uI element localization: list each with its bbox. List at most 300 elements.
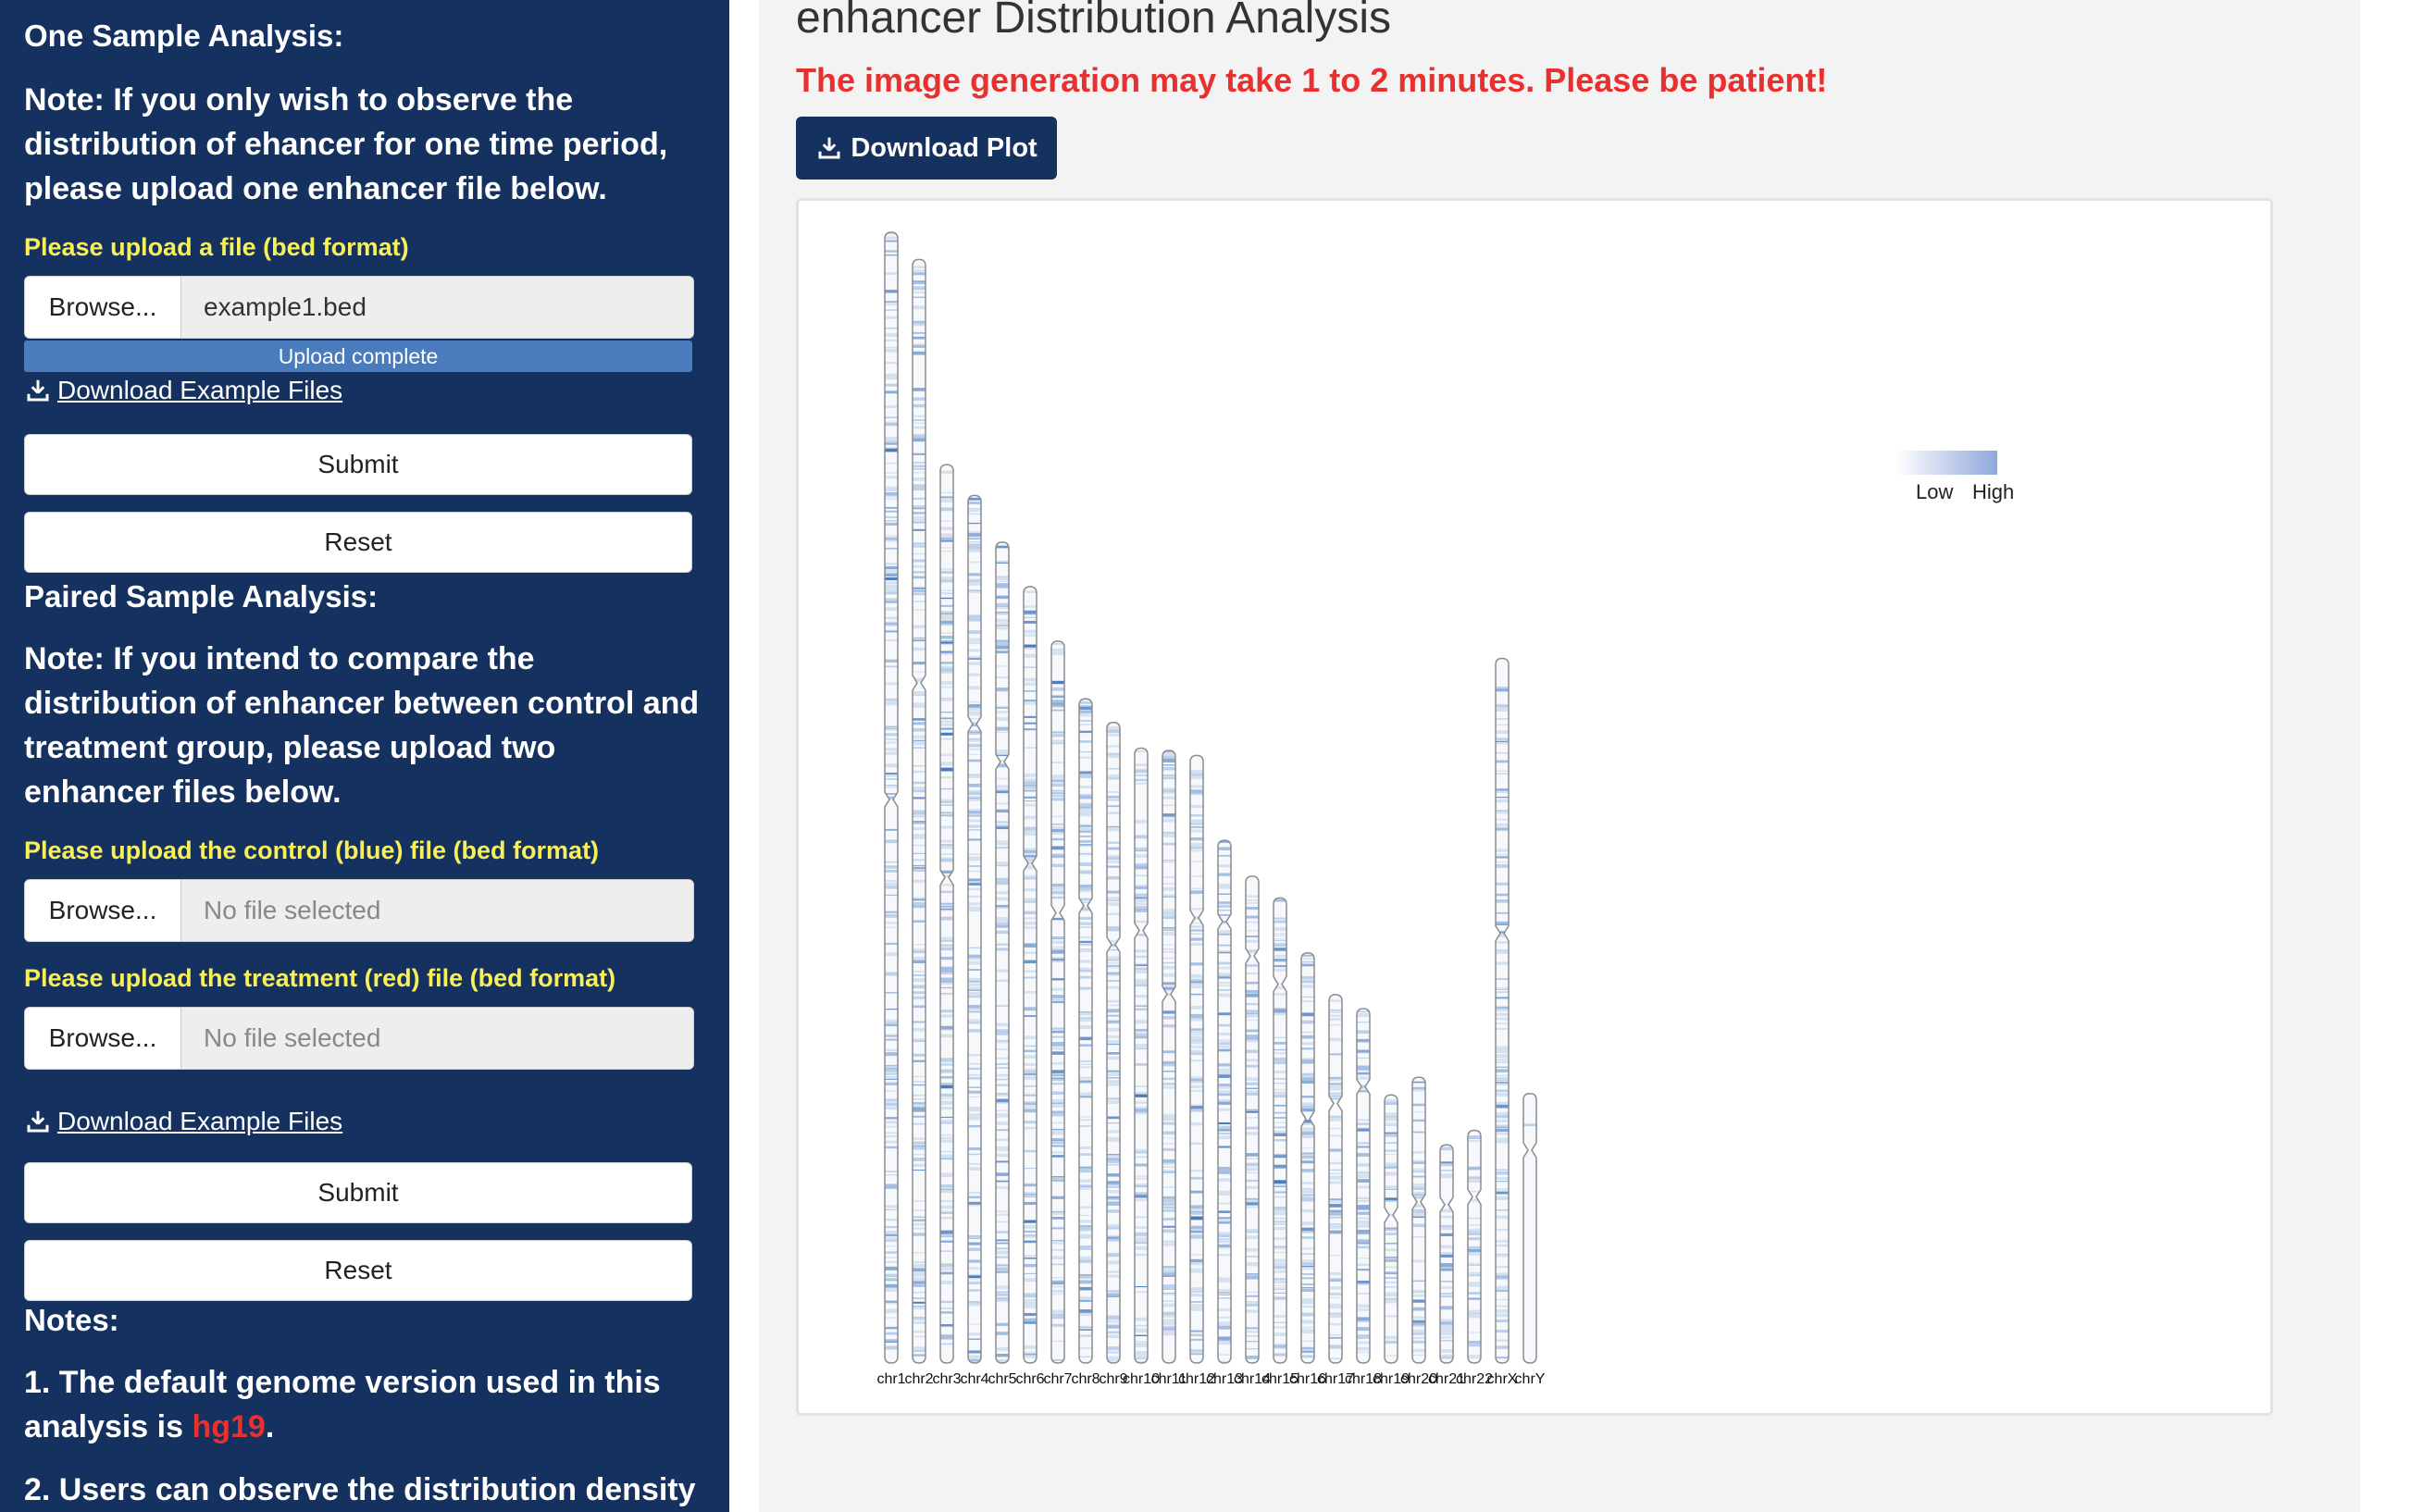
density-band — [1079, 1025, 1092, 1029]
density-band — [1107, 1332, 1120, 1334]
density-band — [913, 559, 926, 562]
density-band — [913, 505, 926, 508]
density-band — [940, 1231, 953, 1234]
density-band — [1135, 1008, 1148, 1010]
density-band — [885, 1219, 898, 1221]
density-band — [1357, 1072, 1370, 1075]
density-band — [1190, 1301, 1203, 1302]
density-band — [940, 733, 953, 736]
density-band — [913, 1223, 926, 1226]
density-band — [968, 1324, 981, 1325]
density-band — [1162, 1199, 1175, 1202]
density-band — [1412, 1308, 1425, 1311]
density-band — [1051, 688, 1064, 691]
density-band — [1218, 1146, 1231, 1147]
density-band — [1218, 994, 1231, 998]
density-band — [968, 1147, 981, 1150]
density-band — [913, 1252, 926, 1253]
density-band — [1357, 1246, 1370, 1249]
density-band — [968, 1338, 981, 1340]
density-band — [1274, 1252, 1286, 1253]
density-band — [913, 1102, 926, 1104]
density-band — [913, 1321, 926, 1324]
density-band — [1385, 1257, 1398, 1258]
density-band — [1135, 1318, 1148, 1321]
density-band — [1051, 735, 1064, 737]
density-band — [913, 859, 926, 861]
density-band — [1079, 1287, 1092, 1290]
density-band — [968, 1350, 981, 1353]
density-band — [1135, 894, 1148, 898]
density-band — [1246, 1035, 1259, 1036]
density-band — [1190, 1037, 1203, 1040]
density-band — [996, 840, 1009, 842]
chromosome-label: chr7 — [1043, 1371, 1073, 1387]
browse-button[interactable]: Browse... — [25, 277, 181, 338]
density-band — [1301, 1105, 1314, 1109]
density-band — [1079, 871, 1092, 874]
density-band — [940, 1190, 953, 1193]
density-band — [1385, 1299, 1398, 1303]
density-band — [1162, 1287, 1175, 1290]
genome-version-highlight: hg19 — [192, 1409, 266, 1444]
density-band — [1274, 1227, 1286, 1230]
density-band — [1218, 1178, 1231, 1182]
density-band — [1051, 1074, 1064, 1077]
density-band — [940, 948, 953, 950]
density-band — [1024, 630, 1037, 634]
density-band — [1079, 1312, 1092, 1316]
density-band — [1246, 1003, 1259, 1005]
density-band — [1468, 1167, 1481, 1171]
density-band — [940, 753, 953, 754]
density-band — [885, 237, 898, 240]
density-band — [1274, 1263, 1286, 1266]
density-band — [1079, 1257, 1092, 1258]
density-band — [940, 1097, 953, 1098]
density-band — [1079, 796, 1092, 799]
density-band — [885, 1049, 898, 1051]
density-band — [1162, 895, 1175, 897]
density-band — [1162, 909, 1175, 911]
density-band — [1385, 1197, 1398, 1199]
density-band — [885, 1076, 898, 1079]
density-band — [1190, 1353, 1203, 1355]
density-band — [1135, 906, 1148, 909]
control-file-name: No file selected — [181, 880, 693, 941]
density-band — [1024, 590, 1037, 592]
density-band — [885, 1174, 898, 1176]
density-band — [1496, 709, 1509, 710]
density-band — [1051, 1070, 1064, 1073]
density-band — [1051, 1217, 1064, 1220]
density-band — [968, 502, 981, 503]
density-band — [1135, 1341, 1148, 1342]
density-band — [1024, 1168, 1037, 1169]
download-icon — [24, 377, 52, 404]
density-band — [1246, 1248, 1259, 1252]
density-band — [1274, 1246, 1286, 1247]
density-band — [1385, 1166, 1398, 1167]
density-band — [913, 740, 926, 741]
density-band — [1329, 1053, 1342, 1055]
density-band — [1468, 1136, 1481, 1138]
density-band — [1357, 1200, 1370, 1202]
density-band — [1107, 897, 1120, 900]
density-band — [1301, 1169, 1314, 1171]
density-band — [1301, 1330, 1314, 1333]
density-band — [1051, 1277, 1064, 1278]
density-band — [1024, 877, 1037, 879]
density-band — [1218, 1024, 1231, 1027]
density-band — [1218, 1041, 1231, 1043]
density-band — [1412, 1195, 1425, 1196]
density-band — [1412, 1290, 1425, 1292]
density-band — [1412, 1281, 1425, 1283]
density-band — [885, 539, 898, 541]
download-example-files-link-paired[interactable] — [24, 1107, 342, 1136]
density-band — [1079, 1117, 1092, 1118]
density-band — [1496, 949, 1509, 951]
density-band — [1496, 771, 1509, 772]
density-band — [1496, 854, 1509, 855]
density-band — [1024, 1150, 1037, 1153]
density-band — [1385, 1122, 1398, 1126]
density-band — [1107, 876, 1120, 879]
chromosome-label: chr14 — [1233, 1371, 1272, 1387]
density-band — [885, 742, 898, 744]
density-band — [940, 987, 953, 988]
density-band — [996, 707, 1009, 708]
density-band — [1496, 810, 1509, 812]
density-band — [1246, 1077, 1259, 1081]
control-browse-button[interactable]: Browse... — [25, 880, 181, 941]
density-band — [1135, 1226, 1148, 1229]
chromosome-chr3 — [932, 465, 961, 1387]
density-band — [913, 1209, 926, 1210]
density-band — [1024, 1313, 1037, 1316]
chromosome-label: chrY — [1514, 1371, 1546, 1387]
density-band — [968, 904, 981, 905]
density-band — [1329, 1176, 1342, 1180]
density-band — [1135, 1335, 1148, 1336]
density-band — [1135, 1184, 1148, 1185]
density-band — [996, 1084, 1009, 1086]
density-band — [996, 627, 1009, 629]
density-band — [1024, 1352, 1037, 1354]
density-band — [1496, 1133, 1509, 1134]
density-band — [1412, 1213, 1425, 1217]
density-band — [940, 874, 953, 877]
density-band — [1301, 1102, 1314, 1105]
density-band — [913, 453, 926, 455]
density-band — [1079, 827, 1092, 831]
density-band — [996, 727, 1009, 731]
density-band — [885, 1090, 898, 1091]
density-band — [1246, 1335, 1259, 1336]
file-input-one-sample[interactable] — [24, 276, 694, 339]
density-band — [1301, 1341, 1314, 1342]
file-input-control[interactable] — [24, 879, 694, 942]
density-band — [1496, 1309, 1509, 1313]
density-band — [1246, 1186, 1259, 1189]
density-band — [1079, 740, 1092, 743]
density-band — [1079, 1011, 1092, 1012]
density-band — [1412, 1299, 1425, 1302]
download-plot-button[interactable] — [796, 117, 1057, 180]
density-band — [1496, 1028, 1509, 1030]
density-band — [996, 1154, 1009, 1157]
density-band — [1190, 1060, 1203, 1061]
density-band — [885, 1267, 898, 1270]
density-band — [1190, 850, 1203, 852]
density-band — [1162, 759, 1175, 762]
density-band — [1079, 830, 1092, 832]
density-band — [1107, 1186, 1120, 1188]
treatment-browse-button[interactable]: Browse... — [25, 1008, 181, 1069]
density-band — [1496, 1290, 1509, 1292]
density-band — [1301, 1073, 1314, 1076]
density-band — [1024, 1295, 1037, 1297]
density-band — [1385, 1267, 1398, 1269]
density-band — [1024, 611, 1037, 614]
density-band — [1051, 1249, 1064, 1250]
density-band — [1190, 985, 1203, 988]
density-band — [1051, 740, 1064, 743]
density-band — [1024, 1264, 1037, 1267]
density-band — [1162, 1207, 1175, 1208]
chromosome-label: chr11 — [1150, 1371, 1187, 1387]
density-band — [913, 462, 926, 463]
density-band — [1162, 982, 1175, 985]
density-band — [1274, 1266, 1286, 1268]
density-band — [1496, 1320, 1509, 1322]
density-band — [913, 1145, 926, 1146]
density-band — [885, 927, 898, 928]
density-band — [1024, 621, 1037, 624]
reset-button[interactable]: Reset — [24, 512, 692, 573]
density-band — [885, 316, 898, 319]
density-band — [1274, 1315, 1286, 1318]
density-band — [1385, 1104, 1398, 1105]
density-band — [1301, 1313, 1314, 1317]
density-band — [1329, 1094, 1342, 1096]
density-band — [1385, 1214, 1398, 1216]
density-band — [1135, 903, 1148, 906]
density-band — [913, 465, 926, 468]
density-band — [940, 1272, 953, 1275]
density-band — [996, 688, 1009, 691]
density-band — [1135, 985, 1148, 986]
file-input-treatment[interactable] — [24, 1007, 694, 1070]
density-band — [1496, 1330, 1509, 1332]
density-band — [913, 266, 926, 268]
density-band — [885, 1141, 898, 1144]
density-band — [1496, 1306, 1509, 1308]
reset-button-paired[interactable]: Reset — [24, 1240, 692, 1301]
density-band — [1301, 1277, 1314, 1279]
density-band — [940, 909, 953, 910]
density-band — [968, 1022, 981, 1024]
chromosome-label: chr18 — [1344, 1371, 1383, 1387]
density-band — [940, 605, 953, 607]
density-band — [1162, 1266, 1175, 1268]
density-band — [1051, 1031, 1064, 1034]
density-band — [1496, 1357, 1509, 1358]
chromosome-chr7 — [1043, 641, 1072, 1387]
density-band — [968, 1242, 981, 1245]
density-band — [1051, 958, 1064, 960]
density-band — [1496, 819, 1509, 821]
density-band — [1496, 704, 1509, 706]
density-band — [1301, 1259, 1314, 1261]
density-band — [1190, 1231, 1203, 1233]
density-band — [1412, 1082, 1425, 1084]
density-band — [1079, 1326, 1092, 1328]
density-band — [996, 1160, 1009, 1162]
density-band — [1024, 774, 1037, 777]
density-band — [885, 1332, 898, 1335]
density-band — [1385, 1286, 1398, 1287]
density-band — [1135, 820, 1148, 824]
density-band — [940, 721, 953, 723]
density-band — [1357, 1085, 1370, 1088]
density-band — [1024, 747, 1037, 749]
density-band — [1135, 899, 1148, 902]
density-band — [996, 1231, 1009, 1233]
density-band — [1412, 1224, 1425, 1228]
density-band — [1496, 987, 1509, 989]
density-band — [1079, 724, 1092, 725]
density-band — [1412, 1236, 1425, 1238]
density-band — [1162, 1218, 1175, 1221]
density-band — [1051, 1062, 1064, 1065]
density-band — [1301, 1289, 1314, 1292]
density-band — [1135, 1101, 1148, 1103]
density-band — [1135, 1156, 1148, 1158]
density-band — [1162, 1011, 1175, 1013]
density-band — [913, 1060, 926, 1062]
density-band — [1051, 1317, 1064, 1320]
density-band — [1190, 1028, 1203, 1031]
density-band — [1218, 945, 1231, 947]
density-band — [1246, 916, 1259, 919]
density-band — [913, 692, 926, 695]
density-band — [1162, 789, 1175, 792]
density-band — [1440, 1164, 1453, 1166]
density-band — [1051, 1196, 1064, 1199]
density-band — [1496, 1124, 1509, 1125]
density-band — [1051, 700, 1064, 702]
density-band — [1301, 976, 1314, 979]
density-band — [1190, 770, 1203, 773]
density-band — [1218, 1245, 1231, 1246]
density-band — [1135, 775, 1148, 776]
density-band — [1412, 1120, 1425, 1122]
density-band — [1135, 911, 1148, 912]
density-band — [1246, 1010, 1259, 1013]
density-band — [1496, 1120, 1509, 1122]
density-band — [996, 1210, 1009, 1212]
density-band — [1496, 1115, 1509, 1119]
density-band — [1051, 1036, 1064, 1038]
density-band — [940, 1010, 953, 1012]
density-band — [968, 888, 981, 890]
density-band — [913, 415, 926, 417]
density-band — [913, 1234, 926, 1235]
density-band — [913, 332, 926, 334]
density-band — [1162, 993, 1175, 996]
submit-button[interactable]: Submit — [24, 434, 692, 495]
density-band — [913, 950, 926, 953]
density-band — [1357, 1281, 1370, 1283]
density-band — [1274, 969, 1286, 972]
density-band — [1079, 720, 1092, 722]
density-band — [1496, 1171, 1509, 1175]
density-band — [1162, 1285, 1175, 1286]
density-band — [1079, 1012, 1092, 1015]
density-band — [940, 617, 953, 620]
density-band — [1135, 1286, 1148, 1287]
density-band — [913, 487, 926, 490]
density-band — [968, 1275, 981, 1278]
density-band — [1079, 1077, 1092, 1080]
density-band — [885, 752, 898, 755]
density-band — [1024, 991, 1037, 994]
density-band — [913, 1021, 926, 1022]
density-band — [1496, 824, 1509, 826]
density-band — [1274, 1037, 1286, 1039]
density-band — [1496, 1275, 1509, 1277]
density-band — [1274, 1060, 1286, 1064]
chromosome-label: chr4 — [960, 1371, 989, 1387]
density-band — [1357, 1163, 1370, 1166]
density-band — [1135, 1325, 1148, 1327]
density-band — [940, 496, 953, 498]
submit-button-paired[interactable]: Submit — [24, 1162, 692, 1223]
density-band — [1135, 1238, 1148, 1242]
density-band — [968, 969, 981, 970]
density-band — [968, 1267, 981, 1269]
density-band — [1051, 1155, 1064, 1158]
density-band — [1329, 1162, 1342, 1165]
density-band — [968, 824, 981, 827]
density-band — [1246, 1256, 1259, 1258]
density-band — [913, 1028, 926, 1032]
density-band — [968, 1303, 981, 1306]
density-band — [1496, 1142, 1509, 1144]
density-band — [1024, 1050, 1037, 1052]
density-band — [968, 902, 981, 904]
download-example-files-link[interactable] — [24, 376, 342, 405]
density-band — [1135, 1254, 1148, 1257]
chromosome-label: chr22 — [1455, 1371, 1494, 1387]
density-band — [885, 1107, 898, 1109]
density-band — [1162, 787, 1175, 789]
density-band — [1107, 1080, 1120, 1083]
density-band — [1301, 980, 1314, 983]
density-band — [1051, 1080, 1064, 1081]
density-band — [1246, 994, 1259, 998]
density-band — [1329, 1286, 1342, 1289]
density-band — [1385, 1134, 1398, 1137]
density-band — [1496, 773, 1509, 774]
density-band — [1162, 916, 1175, 919]
density-band — [913, 280, 926, 282]
density-band — [885, 703, 898, 705]
density-band — [1246, 1065, 1259, 1068]
density-band — [885, 589, 898, 592]
